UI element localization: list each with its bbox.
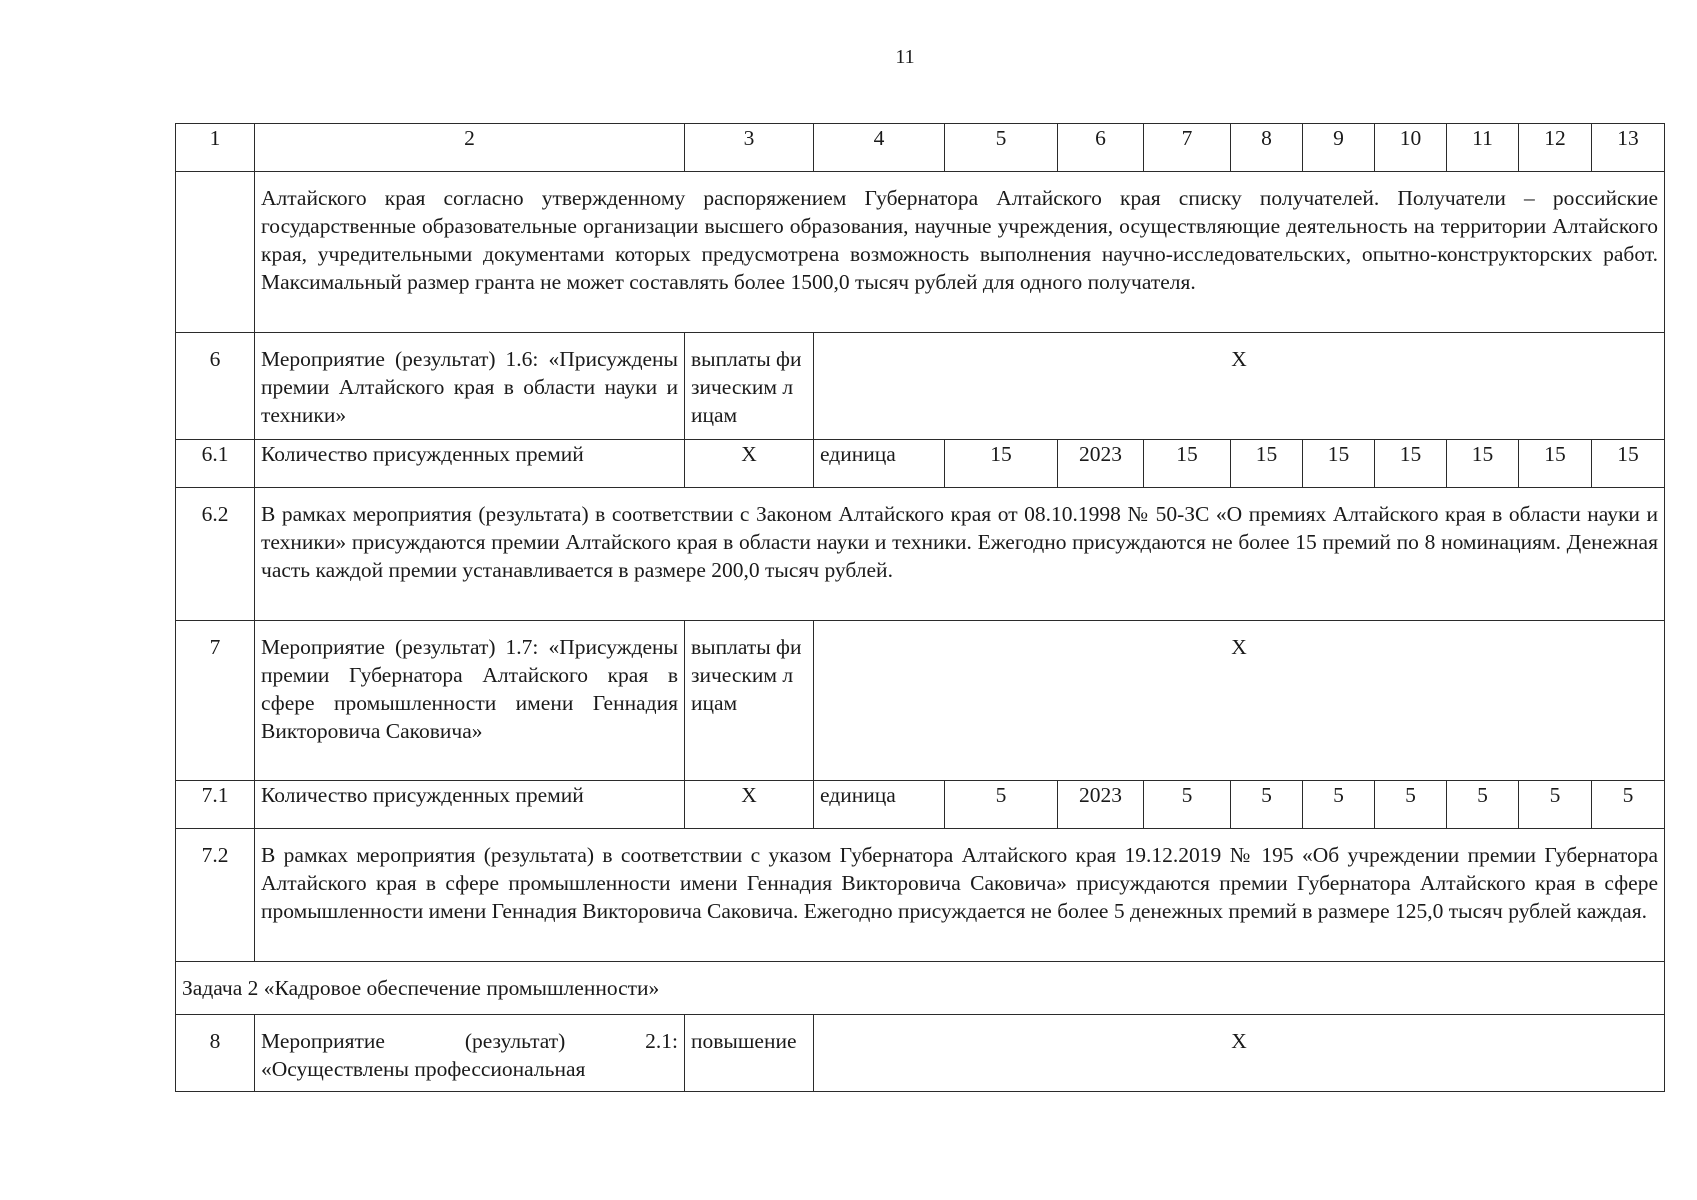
header-cell: 11 [1447, 124, 1519, 172]
table-row [176, 829, 1665, 962]
row-number-cell: 8 [176, 1015, 255, 1092]
value-cell: 15 [1375, 440, 1447, 488]
value-cell: 5 [1519, 781, 1592, 829]
value-cell: 5 [1231, 781, 1303, 829]
base-year-cell: 2023 [1058, 781, 1144, 829]
header-cell: 5 [945, 124, 1058, 172]
value-cell: 5 [1592, 781, 1665, 829]
header-cell: 4 [814, 124, 945, 172]
row-number-cell: 6.2 [176, 488, 255, 621]
x-cell: Х [685, 781, 814, 829]
row-number-cell: 7 [176, 621, 255, 781]
header-cell: 3 [685, 124, 814, 172]
value-cell: 5 [1303, 781, 1375, 829]
task-row [176, 962, 1665, 1015]
header-cell: 12 [1519, 124, 1592, 172]
value-cell: 15 [1592, 440, 1665, 488]
program-table [175, 123, 1665, 1092]
value-cell: 5 [1447, 781, 1519, 829]
table-row [176, 440, 1665, 488]
x-cell: Х [814, 621, 1665, 781]
description-cell: В рамках мероприятия (результата) в соответствии с указом Губернатора Алтайского края 19.12.2019 № 195 «Об учреждении премии Губернатора Алтайского края в сфере промышленности имени Геннадия Викторовича Саковича» присуждаются премии Губернатора Алтайского края в сфере промышленности имени Геннадия Викторовича Саковича. Ежегодно присуждается не более 5 денежных премий в размере 125,0 тысяч рублей каждая. [255, 829, 1665, 962]
description-cell: Алтайского края согласно утвержденному распоряжением Губернатора Алтайского края списку получателей. Получатели – российские государственные образовательные организации высшего образования, научные учреждения, осуществляющие деятельность на территории Алтайского края, учредительными документами которых предусмотрена возможность выполнения научно-исследовательских, опытно-конструкторских работ. Максимальный размер гранта не может составлять более 1500,0 тысяч рублей для одного получателя. [255, 172, 1665, 333]
value-cell: 15 [1303, 440, 1375, 488]
indicator-name-cell: Количество присужденных премий [255, 781, 685, 829]
value-cell: 15 [1231, 440, 1303, 488]
base-value-cell: 15 [945, 440, 1058, 488]
header-cell: 10 [1375, 124, 1447, 172]
x-cell: Х [814, 1015, 1665, 1092]
header-row [176, 124, 1665, 172]
measure-type-text: выплаты физическим лицам [691, 635, 802, 715]
row-number-cell [176, 172, 255, 333]
header-cell: 2 [255, 124, 685, 172]
measure-type-text: повышение [691, 1029, 797, 1053]
table-row [176, 1015, 1665, 1092]
header-cell: 1 [176, 124, 255, 172]
page-number: 11 [895, 46, 915, 68]
value-cell: 5 [1144, 781, 1231, 829]
measure-type-cell [685, 333, 814, 440]
measure-type-cell [685, 1015, 814, 1092]
header-cell: 13 [1592, 124, 1665, 172]
indicator-name-cell: Количество присужденных премий [255, 440, 685, 488]
x-cell: Х [685, 440, 814, 488]
table-row [176, 333, 1665, 440]
description-cell: В рамках мероприятия (результата) в соответствии с Законом Алтайского края от 08.10.1998 № 50-ЗС «О премиях Алтайского края в области науки и техники» присуждаются премии Алтайского края в области науки и техники. Ежегодно присуждаются не более 15 премий по 8 номинациям. Денежная часть каждой премии устанавливается в размере 200,0 тысяч рублей. [255, 488, 1665, 621]
header-cell: 7 [1144, 124, 1231, 172]
measure-title-cell: Мероприятие (результат) 1.7: «Присуждены премии Губернатора Алтайского края в сфере промышленности имени Геннадия Викторовича Саковича» [255, 621, 685, 781]
header-cell: 8 [1231, 124, 1303, 172]
unit-cell: единица [814, 440, 945, 488]
table-row [176, 621, 1665, 781]
x-cell: Х [814, 333, 1665, 440]
row-number-cell: 7.2 [176, 829, 255, 962]
value-cell: 15 [1519, 440, 1592, 488]
table-row [176, 172, 1665, 333]
header-cell: 9 [1303, 124, 1375, 172]
base-year-cell: 2023 [1058, 440, 1144, 488]
task-heading-cell: Задача 2 «Кадровое обеспечение промышленности» [176, 962, 1665, 1015]
value-cell: 15 [1144, 440, 1231, 488]
value-cell: 15 [1447, 440, 1519, 488]
measure-title-cell: Мероприятие (результат) 2.1: «Осуществлены профессиональная [255, 1015, 685, 1092]
unit-cell: единица [814, 781, 945, 829]
measure-type-text: выплаты физическим лицам [691, 347, 802, 427]
table-row [176, 488, 1665, 621]
measure-title-cell: Мероприятие (результат) 1.6: «Присуждены премии Алтайского края в области науки и техники» [255, 333, 685, 440]
row-number-cell: 6.1 [176, 440, 255, 488]
header-cell: 6 [1058, 124, 1144, 172]
table-row [176, 781, 1665, 829]
base-value-cell: 5 [945, 781, 1058, 829]
row-number-cell: 7.1 [176, 781, 255, 829]
measure-type-cell [685, 621, 814, 781]
row-number-cell: 6 [176, 333, 255, 440]
value-cell: 5 [1375, 781, 1447, 829]
